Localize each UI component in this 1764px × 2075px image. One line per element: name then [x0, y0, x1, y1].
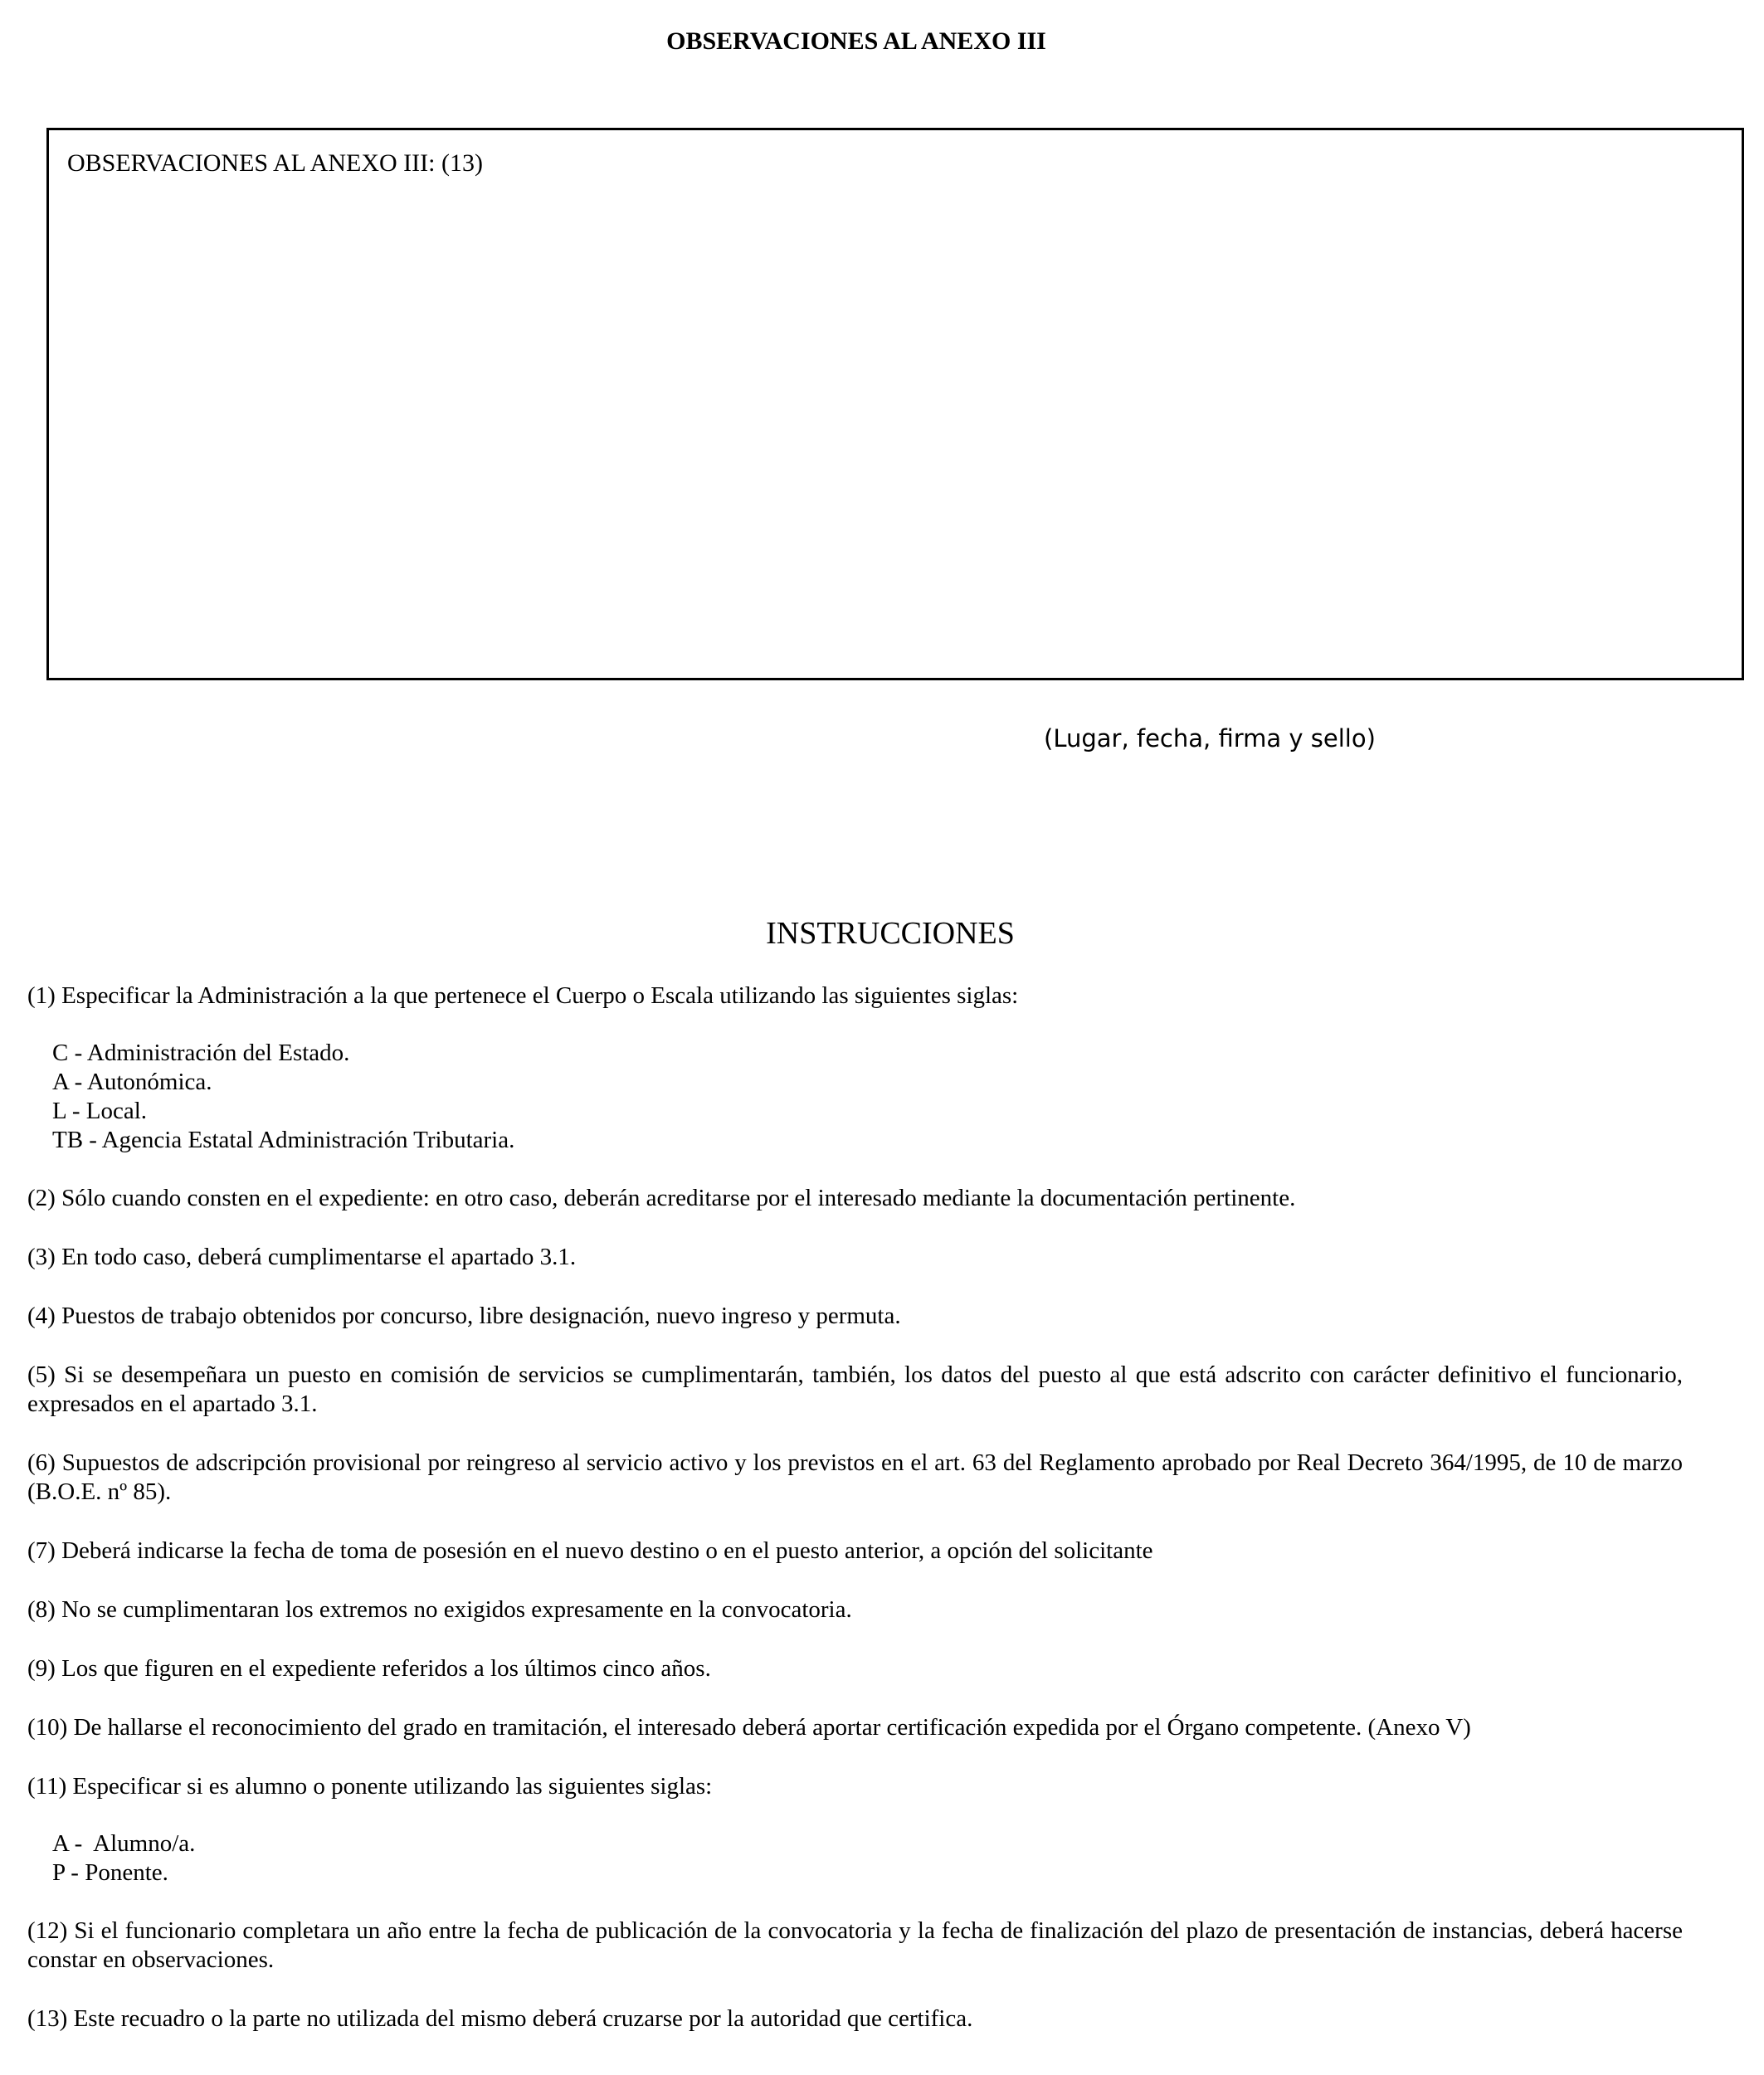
instruction-4: (4) Puestos de trabajo obtenidos por concurso, libre designación, nuevo ingreso y permuta.	[27, 1303, 901, 1329]
instruction-3: (3) En todo caso, deberá cumplimentarse el apartado 3.1.	[27, 1244, 577, 1270]
instructions-heading: INSTRUCCIONES	[766, 916, 1015, 951]
instruction-6: (6) Supuestos de adscripción provisional por reingreso al servicio activo y los previstos en el art. 63 del Reglamento aprobado por Real Decreto 364/1995, de 10 de marzo (B.O.E. nº 85).	[27, 1449, 1683, 1505]
instruction-10: (10) De hallarse el reconocimiento del grado en tramitación, el interesado deberá aportar certificación expedida por el Órgano competente. (Anexo V)	[27, 1714, 1471, 1741]
instruction-9: (9) Los que figuren en el expediente referidos a los últimos cinco años.	[27, 1655, 711, 1682]
instruction-13: (13) Este recuadro o la parte no utilizada del mismo deberá cruzarse por la autoridad que certifica.	[27, 2005, 973, 2032]
instruction-2: (2) Sólo cuando consten en el expediente: en otro caso, deberán acreditarse por el interesado mediante la documentación pertinente.	[27, 1185, 1296, 1211]
instruction-12: (12) Si el funcionario completara un año entre la fecha de publicación de la convocatoria y la fecha de finalización del plazo de presentación de instancias, deberá hacerse constar en observaciones.	[27, 1917, 1683, 1973]
instruction-5: (5) Si se desempeñara un puesto en comisión de servicios se cumplimentarán, también, los datos del puesto al que está adscrito con carácter definitivo el funcionario, expresados en el apartado 3.1.	[27, 1361, 1683, 1417]
instruction-8: (8) No se cumplimentaran los extremos no exigidos expresamente en la convocatoria.	[27, 1596, 852, 1623]
admin-code-item: A - Autonómica.	[52, 1069, 212, 1095]
instruction-1: (1) Especificar la Administración a la que pertenece el Cuerpo o Escala utilizando las siguientes siglas:	[27, 982, 1019, 1009]
page-title: OBSERVACIONES AL ANEXO III	[666, 27, 1046, 55]
admin-code-item: TB - Agencia Estatal Administración Tributaria.	[52, 1127, 515, 1153]
admin-codes-list	[52, 1039, 1683, 1155]
observations-box-label: OBSERVACIONES AL ANEXO III: (13)	[67, 149, 483, 177]
signature-caption: (Lugar, fecha, firma y sello)	[1044, 724, 1376, 753]
instruction-7: (7) Deberá indicarse la fecha de toma de posesión en el nuevo destino o en el puesto anterior, a opción del solicitante	[27, 1537, 1153, 1564]
observations-box[interactable]	[46, 128, 1744, 680]
role-code-item: P - Ponente.	[52, 1859, 168, 1886]
admin-code-item: L - Local.	[52, 1098, 148, 1124]
instructions-list	[27, 981, 1683, 2063]
role-code-item: A - Alumno/a.	[52, 1830, 196, 1857]
admin-code-item: C - Administración del Estado.	[52, 1040, 350, 1066]
role-codes-list	[52, 1829, 1683, 1887]
instruction-11: (11) Especificar si es alumno o ponente utilizando las siguientes siglas:	[27, 1773, 713, 1800]
